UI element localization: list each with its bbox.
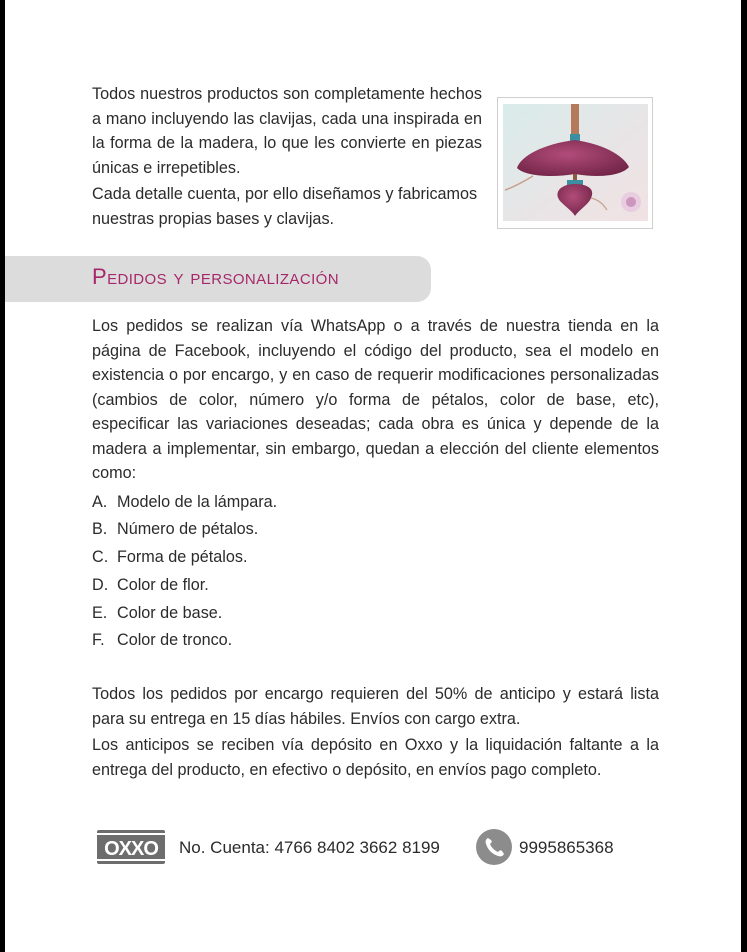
- intro-paragraph-1: Todos nuestros productos son completamente hechos a mano incluyendo las clavijas, cada una inspirada en la forma de la madera, lo que les convierte en piezas únicas e irrepetibles.: [92, 85, 482, 177]
- list-item: [92, 544, 659, 572]
- oxxo-logo-icon: [97, 830, 165, 864]
- terms-section: [92, 682, 659, 782]
- list-item-letter: E.: [92, 603, 108, 622]
- phone-icon: [475, 828, 513, 866]
- list-item-letter: D.: [92, 575, 109, 594]
- terms-paragraph-1: Todos los pedidos por encargo requieren del 50% de anticipo y estará lista para su entrega en 15 días hábiles. Envíos con cargo extra.: [92, 685, 659, 728]
- list-item: [92, 516, 659, 544]
- flower-lamp-photo: [503, 104, 648, 221]
- document-page: [5, 0, 741, 952]
- contact-row: [97, 826, 657, 870]
- list-item: [92, 489, 659, 517]
- intro-section: [92, 82, 482, 231]
- product-photo-frame: [497, 97, 653, 229]
- list-item-letter: B.: [92, 520, 108, 539]
- list-item-text: Color de flor.: [117, 575, 209, 594]
- list-item-text: Color de tronco.: [117, 631, 233, 650]
- list-item-letter: C.: [92, 548, 109, 567]
- list-item-text: Modelo de la lámpara.: [117, 492, 278, 511]
- intro-paragraph-2: Cada detalle cuenta, por ello diseñamos y fabricamos nuestras propias bases y clavijas.: [92, 185, 478, 228]
- account-number: No. Cuenta: 4766 8402 3662 8199: [179, 838, 440, 857]
- phone-number: 9995865368: [519, 838, 614, 857]
- orders-paragraph: Los pedidos se realizan vía WhatsApp o a través de nuestra tienda en la página de Facebook, incluyendo el código del producto, sea el modelo en existencia o por encargo, y en caso de requerir modificaciones personalizadas (cambios de color, número y/o forma de pétalos, color de base, etc), especificar las variaciones deseadas; cada obra es única y depende de la madera a implementar, sin embargo, quedan a elección del cliente elementos como:: [92, 317, 659, 482]
- list-item-text: Número de pétalos.: [117, 520, 259, 539]
- list-item: [92, 627, 659, 655]
- list-item-text: Forma de pétalos.: [117, 548, 248, 567]
- list-item: [92, 600, 659, 628]
- list-item-text: Color de base.: [117, 603, 223, 622]
- oxxo-logo-text: OXXO: [104, 838, 158, 860]
- list-item-letter: F.: [92, 631, 105, 650]
- list-item-letter: A.: [92, 492, 108, 511]
- section-heading: Pedidos y personalización: [92, 264, 339, 289]
- orders-section: [92, 314, 659, 655]
- options-list: [92, 489, 659, 656]
- list-item: [92, 572, 659, 600]
- terms-paragraph-2: Los anticipos se reciben vía depósito en Oxxo y la liquidación faltante a la entrega del producto, en efectivo o depósito, en envíos pago completo.: [92, 736, 659, 779]
